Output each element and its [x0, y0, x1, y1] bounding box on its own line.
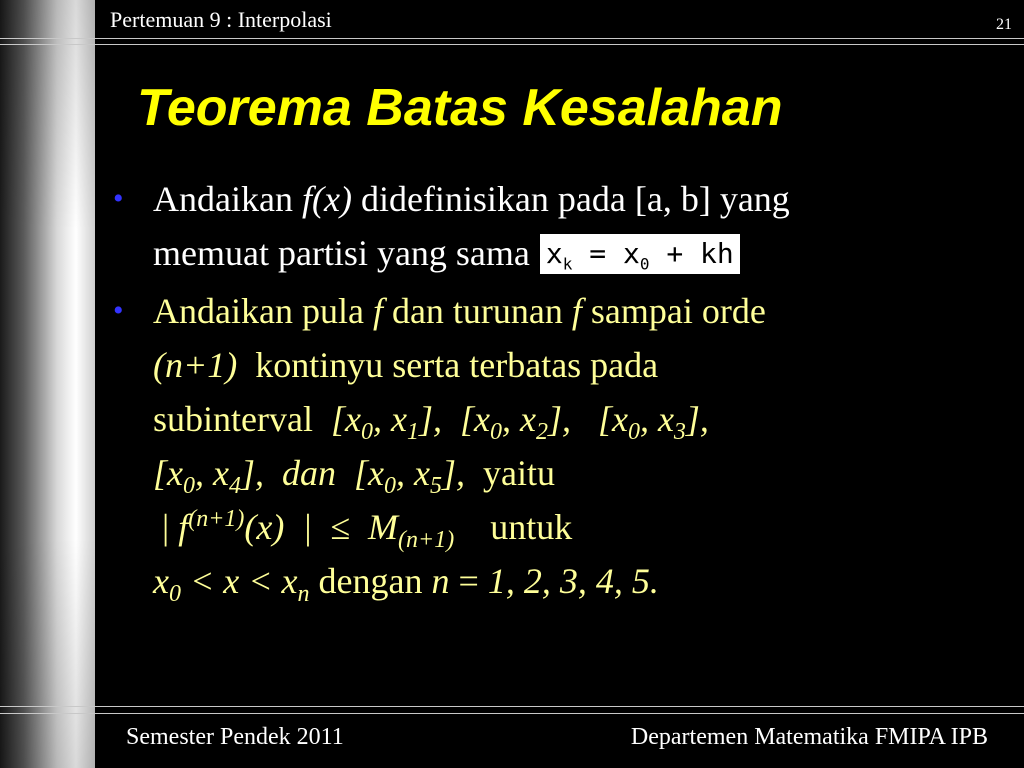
formula-sub: 0: [639, 254, 650, 274]
text: dengan: [309, 561, 432, 601]
sub: 0: [360, 419, 373, 446]
header-title: Pertemuan 9 : Interpolasi: [110, 7, 332, 32]
sub: 0: [383, 473, 396, 500]
math: , x: [639, 399, 674, 439]
formula-part: x: [545, 236, 563, 270]
text: Andaikan pula: [153, 291, 373, 331]
math: n: [431, 561, 450, 601]
footer-rule-top: [0, 706, 1024, 707]
bullet2-line2: [153, 338, 993, 392]
bullet-marker: •: [113, 182, 124, 215]
footer-rule-bottom: [0, 713, 1024, 714]
bullet-item-1: [113, 172, 993, 280]
math: ],: [441, 453, 465, 493]
sidebar-shade: [0, 0, 95, 768]
math: , x: [395, 453, 430, 493]
sup: (n+1): [188, 506, 245, 532]
text: sampai orde: [581, 291, 766, 331]
bullet2-line3: [153, 392, 993, 446]
sub: 5: [429, 473, 442, 500]
math-f: f: [571, 291, 582, 331]
abs-bar: |: [153, 507, 179, 547]
footer-right: Departemen Matematika FMIPA IPB: [630, 724, 988, 750]
math: x: [153, 561, 169, 601]
math: ], [x: [547, 399, 628, 439]
sub: (n+1): [398, 527, 455, 554]
bullet-item-2: [113, 284, 993, 608]
math: ], [x: [418, 399, 490, 439]
sub: 1: [406, 419, 419, 446]
math: < x < x: [180, 561, 298, 601]
sub: 3: [673, 419, 686, 446]
math: ],: [685, 399, 709, 439]
header-rule-top: [0, 38, 1024, 39]
slide-title: Teorema Batas Kesalahan: [137, 79, 783, 137]
formula-image: [540, 234, 740, 274]
math: , x: [372, 399, 407, 439]
bullet1-line1: [153, 172, 993, 226]
sub: 0: [168, 581, 181, 608]
bullet2-line1: [153, 284, 993, 338]
sub: 0: [183, 473, 195, 500]
text: =: [449, 561, 488, 601]
formula-part: = x: [572, 236, 640, 270]
slide-content: [113, 172, 993, 608]
math-subintervals: [330, 399, 709, 446]
math-order: (n+1): [153, 345, 238, 385]
text: yaitu: [464, 453, 555, 493]
sub: 0: [489, 419, 502, 446]
bullet1-line2: [153, 226, 993, 280]
text: untuk: [454, 507, 573, 547]
header-rule-bottom: [0, 44, 1024, 45]
text: subinterval: [153, 399, 331, 439]
text: memuat partisi yang sama: [153, 233, 530, 273]
math-f: f: [372, 291, 383, 331]
bullet2-line5: [153, 500, 993, 554]
footer-left: Semester Pendek 2011: [126, 724, 344, 750]
bullet2-line4: [153, 446, 993, 500]
math: ], dan [x: [240, 453, 384, 493]
math-subintervals-2: [153, 453, 465, 500]
math-f: f: [178, 507, 189, 547]
sub: 2: [535, 419, 548, 446]
formula-sub: k: [562, 254, 573, 274]
text: kontinyu serta terbatas pada: [237, 345, 659, 385]
math: [x: [153, 453, 183, 493]
bullet-marker: •: [113, 294, 124, 327]
bullet2-line6: [153, 554, 993, 608]
text: Andaikan: [153, 179, 302, 219]
math-fx: f(x): [301, 179, 352, 219]
text: dan turunan: [382, 291, 572, 331]
math: , x: [501, 399, 536, 439]
sub: 0: [627, 419, 640, 446]
math: (x) | ≤ M: [244, 507, 399, 547]
math: , x: [195, 453, 229, 493]
sub: n: [297, 581, 310, 608]
math: [x: [330, 399, 361, 439]
text: didefinisikan pada [a, b] yang: [351, 179, 790, 219]
sub: 4: [228, 473, 241, 500]
math: 1, 2, 3, 4, 5.: [487, 561, 659, 601]
slide-number: 21: [996, 16, 1012, 33]
formula-part: + kh: [649, 236, 734, 270]
